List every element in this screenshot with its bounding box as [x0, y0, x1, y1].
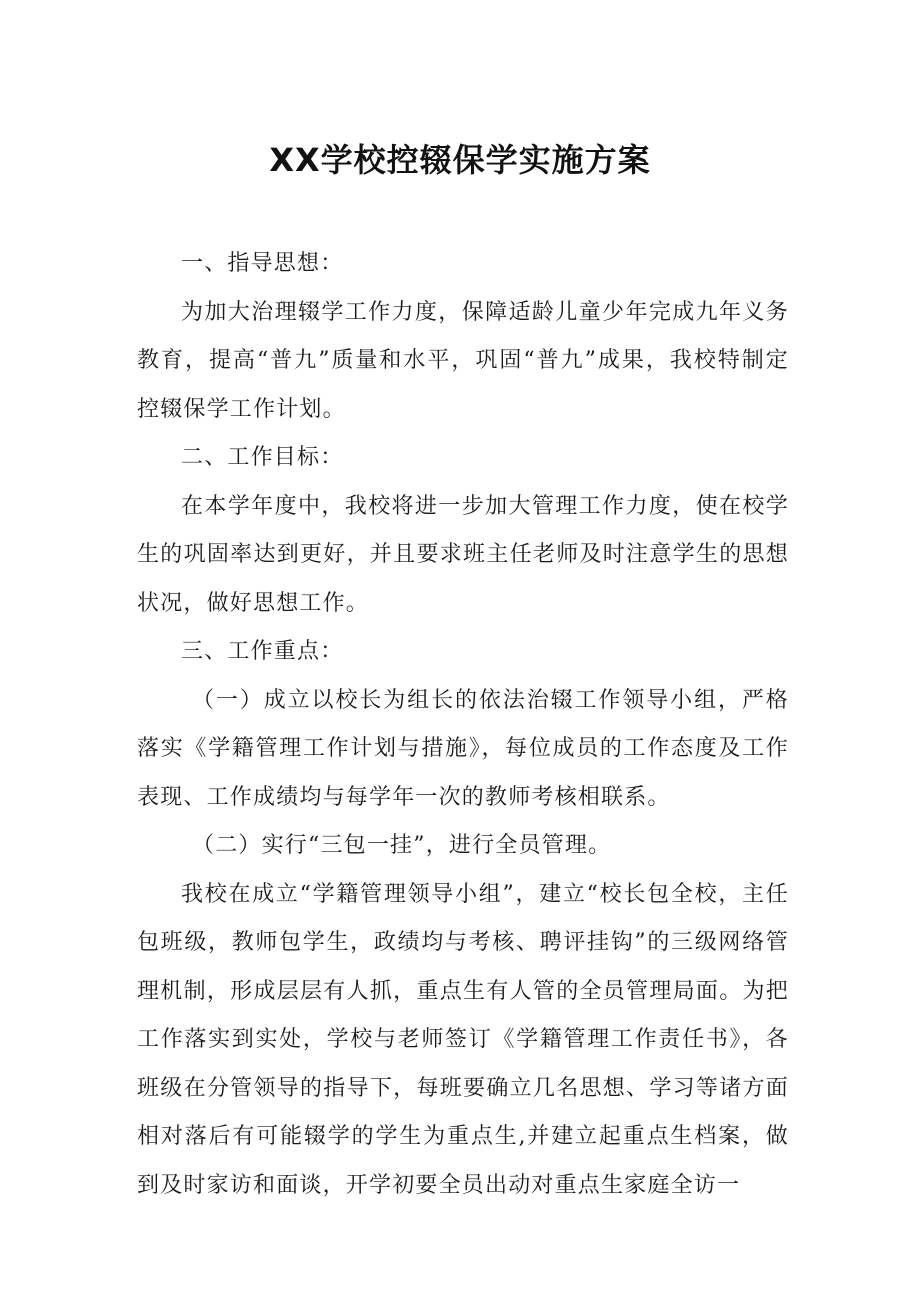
paragraph-management-details: 我校在成立“学籍管理领导小组”，建立“校长包全校，主任包班级，教师包学生，政绩均与考核、聘评挂钩”的三级网络管理机制，形成层层有人抓，重点生有人管的全员管理局面。为把工作落实到实处，学校与老师签订《学籍管理工作责任书》，各班级在分管领导的指导下，每班要确立几名思想、学习等诸方面相对落后有可能辍学的学生为重点生,并建立起重点生档案，做到及时家访和面谈，开学初要全员出动对重点生家庭全访一 — [137, 881, 789, 1198]
paragraph-focus-item-2: （二）实行“三包一挂”，进行全员管理。 — [192, 833, 612, 858]
section-heading-work-focus: 三、工作重点： — [181, 639, 344, 664]
document-title: XX学校控辍保学实施方案 — [269, 141, 651, 179]
document-body — [137, 240, 789, 1210]
section-heading-guiding-ideology: 一、指导思想： — [181, 251, 344, 276]
section-heading-work-goals: 二、工作目标： — [181, 445, 344, 470]
paragraph-focus-item-1: （一）成立以校长为组长的依法治辍工作领导小组，严格落实《学籍管理工作计划与措施》，每位成员的工作态度及工作表现、工作成绩均与每学年一次的教师考核相联系。 — [137, 687, 789, 810]
paragraph-work-goals: 在本学年度中，我校将进一步加大管理工作力度，使在校学生的巩固率达到更好，并且要求班主任老师及时注意学生的思想状况，做好思想工作。 — [137, 493, 789, 616]
paragraph-guiding-ideology: 为加大治理辍学工作力度，保障适龄儿童少年完成九年义务教育，提高“普九”质量和水平，巩固“普九”成果，我校特制定控辍保学工作计划。 — [137, 299, 789, 422]
